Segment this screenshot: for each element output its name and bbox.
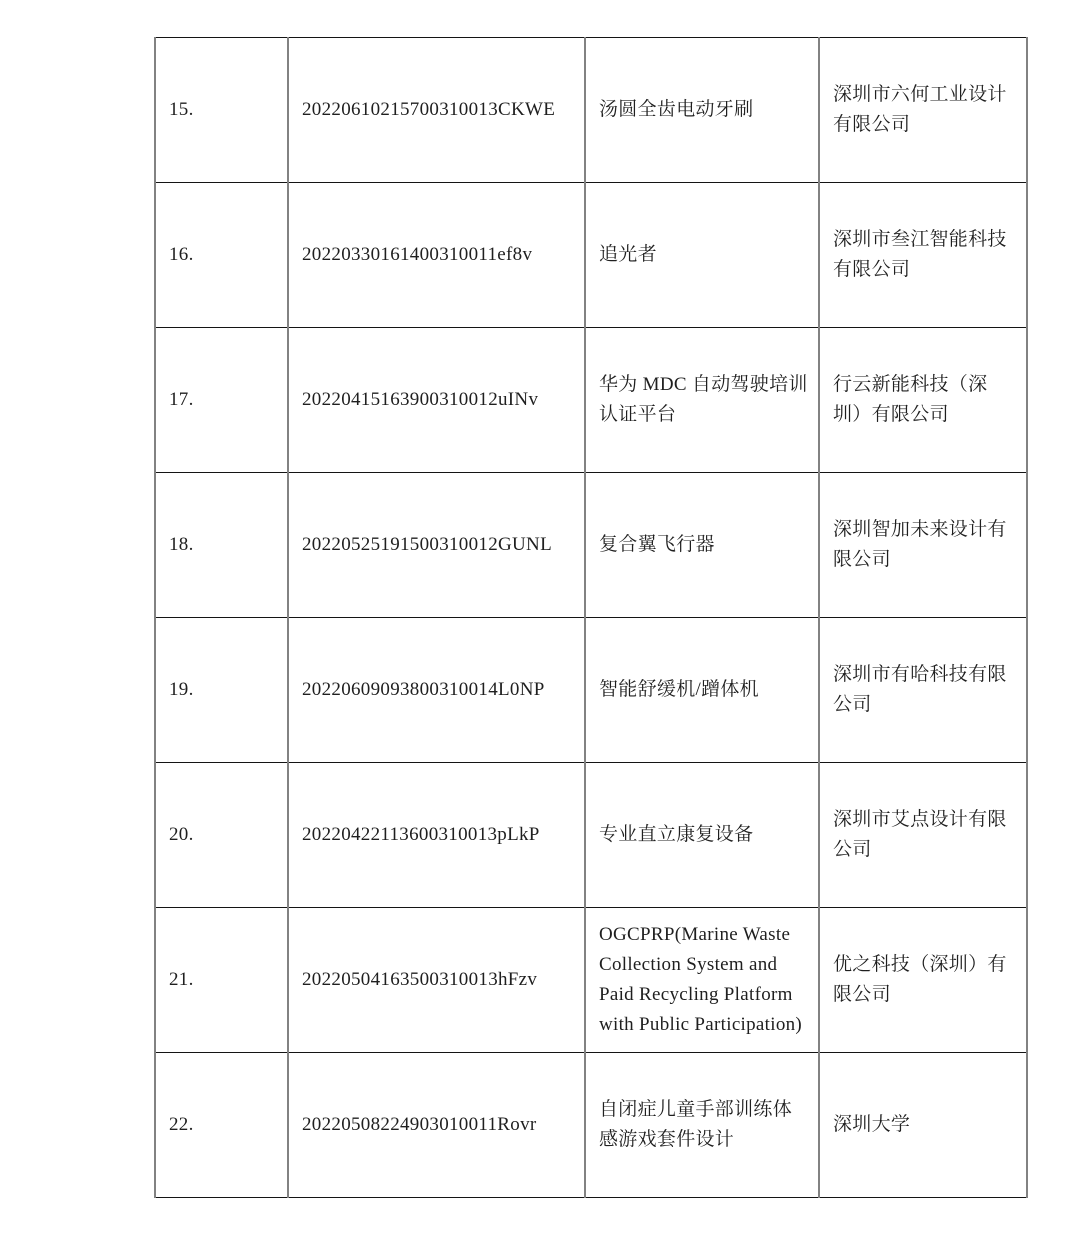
application-id: 20220525191500310012GUNL	[288, 473, 585, 618]
work-name: 华为 MDC 自动驾驶培训认证平台	[585, 328, 819, 473]
application-id: 20220610215700310013CKWE	[288, 38, 585, 183]
application-id: 20220508224903010011Rovr	[288, 1053, 585, 1198]
application-id: 20220422113600310013pLkP	[288, 763, 585, 908]
work-name: 专业直立康复设备	[585, 763, 819, 908]
table-row	[155, 908, 1027, 1053]
table-row	[155, 183, 1027, 328]
work-name: 追光者	[585, 183, 819, 328]
work-name: 自闭症儿童手部训练体感游戏套件设计	[585, 1053, 819, 1198]
work-name: 汤圆全齿电动牙刷	[585, 38, 819, 183]
row-index: 16.	[155, 183, 288, 328]
applicant-name: 行云新能科技（深圳）有限公司	[819, 328, 1027, 473]
table-row	[155, 38, 1027, 183]
application-id: 20220504163500310013hFzv	[288, 908, 585, 1053]
table-row	[155, 618, 1027, 763]
table-row	[155, 1053, 1027, 1198]
table-row	[155, 763, 1027, 908]
table-row	[155, 328, 1027, 473]
row-index: 15.	[155, 38, 288, 183]
application-id: 20220609093800310014L0NP	[288, 618, 585, 763]
row-index: 18.	[155, 473, 288, 618]
application-id: 20220330161400310011ef8v	[288, 183, 585, 328]
row-index: 19.	[155, 618, 288, 763]
applicant-name: 深圳市艾点设计有限公司	[819, 763, 1027, 908]
application-id: 20220415163900310012uINv	[288, 328, 585, 473]
work-name: 智能舒缓机/蹭体机	[585, 618, 819, 763]
applicant-name: 深圳大学	[819, 1053, 1027, 1198]
work-name: OGCPRP(Marine Waste Collection System and Paid Recycling Platform with Public Participation)	[585, 908, 819, 1053]
work-name: 复合翼飞行器	[585, 473, 819, 618]
applicant-name: 深圳市有哈科技有限公司	[819, 618, 1027, 763]
row-index: 17.	[155, 328, 288, 473]
applicant-name: 深圳市六何工业设计有限公司	[819, 38, 1027, 183]
row-index: 22.	[155, 1053, 288, 1198]
table-row	[155, 473, 1027, 618]
row-index: 20.	[155, 763, 288, 908]
row-index: 21.	[155, 908, 288, 1053]
applications-table	[154, 37, 1028, 1198]
applicant-name: 优之科技（深圳）有限公司	[819, 908, 1027, 1053]
applicant-name: 深圳市叁江智能科技有限公司	[819, 183, 1027, 328]
applicant-name: 深圳智加未来设计有限公司	[819, 473, 1027, 618]
